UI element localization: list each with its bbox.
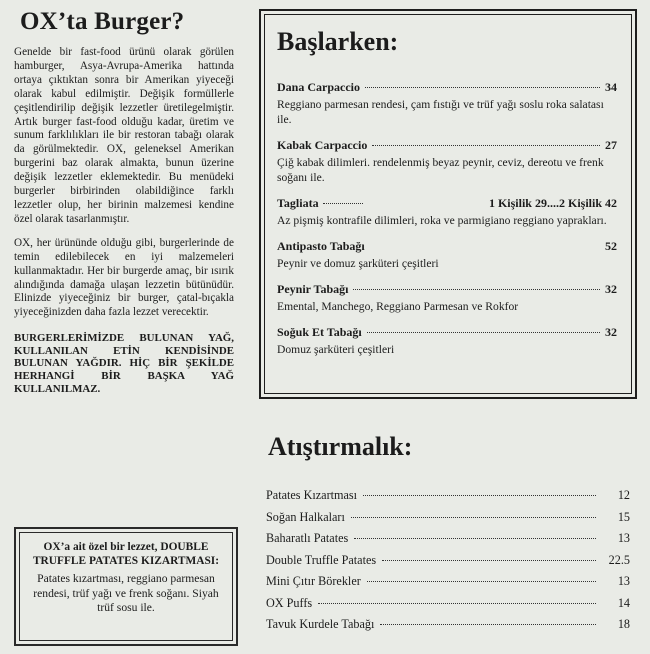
special-offer-description: Patates kızartması, reggiano parmesan rendesi, trüf yağı ve frenk soğanı. Siyah trüf sosu ile.	[33, 572, 219, 615]
dot-leader	[351, 517, 596, 518]
snack-price: 15	[617, 509, 630, 524]
item-price: 32	[605, 325, 617, 339]
intro-paragraph: Genelde bir fast-food ürünü olarak görülen hamburger, Asya-Avrupa-Amerika hattında ortaya çıktıktan sonra bir Amerikan yiyeceği olarak kabul edilmiştir. Değişik formüllerle çeşitlendirilip değişik lezzetler üretilegelmiştir. Artık burger fast-food olduğu kadar, üretim ve sunum farklılıkları ile bir restoran tabağı olarak da görülmektedir. OX, geleneksel Amerikan burgerini baz olarak almakta, bunun üzerine değişik lezzetler eklemektedir. Bu menüdeki burgerler birbirinden olabildiğince farklı lezzetler olup, her birinin malzemesi kendine özel olarak tasarlanmıştır.	[14, 46, 234, 225]
special-offer-title: OX’a ait özel bir lezzet, DOUBLE TRUFFLE PATATES KIZARTMASI:	[32, 541, 220, 567]
snack-name: Tavuk Kurdele Tabağı	[266, 617, 375, 631]
dot-leader	[318, 603, 596, 604]
snack-name: Mini Çıtır Börekler	[266, 574, 361, 588]
price-label-single: 1 Kişilik	[488, 196, 532, 210]
starters-title: Başlarken:	[277, 27, 399, 56]
snacks-section	[266, 432, 630, 639]
dot-leader	[372, 145, 600, 146]
menu-item-tagliata	[277, 196, 617, 228]
price-separator: ....	[546, 196, 559, 210]
snack-name: Baharatlı Patates	[266, 531, 349, 545]
dot-leader	[380, 624, 596, 625]
item-name: Soğuk Et Tabağı	[277, 325, 362, 339]
intro-title: OX’ta Burger?	[20, 8, 185, 35]
snack-price: 22.5	[608, 552, 630, 567]
snack-price: 13	[617, 531, 630, 545]
menu-item-peynir-tabagi	[277, 282, 617, 314]
snack-row	[266, 617, 630, 639]
dot-leader	[367, 332, 600, 333]
item-description: Reggiano parmesan rendesi, çam fıstığı ve trüf yağı soslu roka salatası ile.	[277, 98, 604, 126]
snack-name: Patates Kızartması	[266, 488, 358, 502]
menu-item-kabak-carpaccio	[277, 138, 617, 185]
snack-row	[266, 574, 630, 596]
snack-row	[266, 531, 630, 553]
item-description: Emental, Manchego, Reggiano Parmesan ve Rokfor	[277, 300, 519, 313]
dot-leader	[353, 289, 600, 290]
special-offer-box	[14, 527, 238, 646]
intro-section	[14, 8, 234, 405]
snack-name: OX Puffs	[266, 595, 313, 610]
item-name: Kabak Carpaccio	[277, 138, 368, 152]
item-description: Peynir ve domuz şarküteri çeşitleri	[277, 257, 439, 270]
item-name: Peynir Tabağı	[277, 282, 349, 296]
item-description: Az pişmiş kontrafile dilimleri, roka ve parmigiano reggiano yaprakları.	[277, 214, 607, 227]
dot-leader	[365, 87, 600, 88]
dot-leader	[323, 203, 363, 204]
menu-item-antipasto	[277, 239, 617, 271]
dot-leader	[370, 246, 600, 247]
price-double: 42	[605, 196, 617, 210]
item-price: 32	[605, 282, 617, 296]
dot-leader	[382, 560, 596, 561]
dot-leader	[367, 581, 596, 582]
snack-row	[266, 553, 630, 575]
special-offer-inner	[19, 532, 233, 641]
price-label-double: 2 Kişilik	[558, 196, 602, 210]
snack-name: Double Truffle Patates	[266, 552, 377, 567]
item-price: 27	[605, 138, 617, 152]
snack-price: 12	[617, 488, 630, 502]
snack-row	[266, 596, 630, 618]
snack-price: 14	[617, 595, 630, 610]
item-name: Dana Carpaccio	[277, 80, 360, 94]
item-description: Çiğ kabak dilimleri. rendelenmiş beyaz peynir, ceviz, dereotu ve frenk soğanı ile.	[277, 156, 604, 184]
item-description: Domuz şarküteri çeşitleri	[277, 343, 395, 356]
snacks-title: Atıştırmalık:	[268, 432, 413, 461]
menu-item-dana-carpaccio	[277, 80, 617, 127]
snack-price: 13	[617, 574, 630, 588]
menu-item-soguk-et	[277, 325, 617, 357]
oil-notice: BURGERLERİMİZDE BULUNAN YAĞ, KULLANILAN ETİN KENDİSİNDE BULUNAN YAĞDIR. HİÇ BİR ŞEKİLDE HERHANGİ BİR BAŞKA YAĞ KULLANILMAZ.	[14, 332, 234, 395]
dot-leader	[354, 538, 596, 539]
snack-name: Soğan Halkaları	[266, 509, 345, 524]
intro-paragraph: OX, her ürününde olduğu gibi, burgerlerinde de temin edilebilecek en iyi malzemeleri kullanmaktadır. Her bir burgerde amaç, bir ısırık alındığında damağa ulaşan lezzetin bütünüdür. Elinizde yiyeceğiniz bir burger, çatal-bıçakla yiyeceğinizden daha fazla lezzet verecektir.	[14, 236, 234, 319]
snack-row	[266, 488, 630, 510]
starters-inner	[264, 14, 632, 394]
item-name: Antipasto Tabağı	[277, 239, 365, 253]
item-price: 52	[605, 239, 617, 253]
snack-row	[266, 510, 630, 532]
dot-leader	[363, 495, 596, 496]
starters-box	[259, 9, 637, 399]
snack-price: 18	[617, 617, 630, 631]
item-price: 34	[605, 80, 617, 94]
price-single: 29	[534, 196, 547, 210]
item-name: Tagliata	[277, 196, 319, 210]
